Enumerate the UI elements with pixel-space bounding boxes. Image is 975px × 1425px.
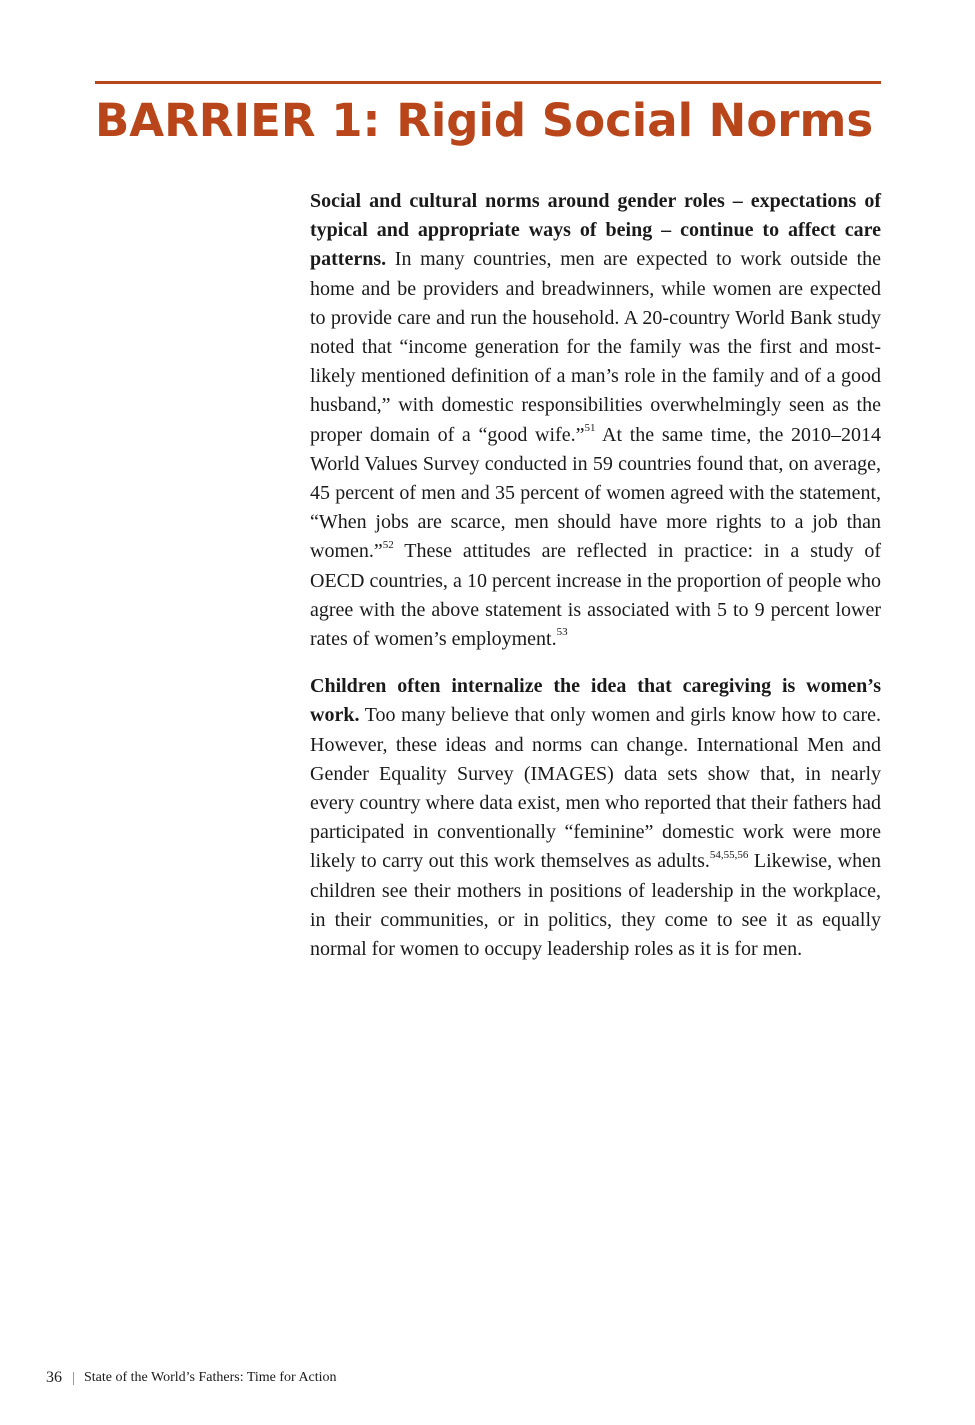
heading-rule [95, 81, 881, 84]
paragraph-text: At the same time, the 2010–2014 World Values Survey conducted in 59 countries found that, on average, 45 percent of men and 35 percent of women agreed with the statement, “When jobs are scarce, men should have more rights to a job than women.” [310, 423, 882, 563]
paragraph-children [310, 672, 881, 964]
paragraph-text: Likewise, when children see their mothers in positions of leadership in the workplace, in their communities, or in politics, they come to see it as equally normal for women to occupy leadership roles as it is for men. [310, 850, 881, 961]
publication-title: State of the World’s Fathers: Time for Action [84, 1370, 337, 1385]
paragraph-text: In many countries, men are expected to work outside the home and be providers and breadwinners, while women are expected to provide care and run the household. A 20-country World Bank study noted that “income generation for the family was the first and most-likely mentioned definition of a man’s role in the family and of a good husband,” with domestic responsibilities overwhelmingly seen as the proper domain of a “good wife.” [310, 248, 881, 446]
body-text-column [310, 187, 881, 982]
page-number: 36 [46, 1369, 62, 1386]
paragraph-social-norms [310, 187, 881, 654]
footnote-ref: 53 [556, 626, 568, 639]
page-footer [46, 1369, 337, 1387]
footer-divider [73, 1372, 74, 1385]
paragraph-text: These attitudes are reflected in practice: in a study of OECD countries, a 10 percent increase in the proportion of people who agree with the above statement is associated with 5 to 9 percent lower rates of women’s employment. [310, 540, 881, 651]
paragraph-lead: Social and cultural norms around gender roles – expectations of typical and appropriate ways of being – continue to affect care patterns. [310, 190, 881, 271]
footnote-ref: 51 [584, 421, 596, 434]
page-title: BARRIER 1: Rigid Social Norms [95, 94, 874, 147]
footnote-ref: 54,55,56 [709, 848, 749, 861]
paragraph-lead: Children often internalize the idea that caregiving is women’s work. [310, 675, 881, 727]
paragraph-text: Too many believe that only women and girls know how to care. However, these ideas and norms can change. International Men and Gender Equality Survey (IMAGES) data sets show that, in nearly every country where data exist, men who reported that their fathers had participated in conventionally “feminine” domestic work were more likely to carry out this work themselves as adults. [310, 704, 881, 873]
footnote-ref: 52 [382, 538, 394, 551]
